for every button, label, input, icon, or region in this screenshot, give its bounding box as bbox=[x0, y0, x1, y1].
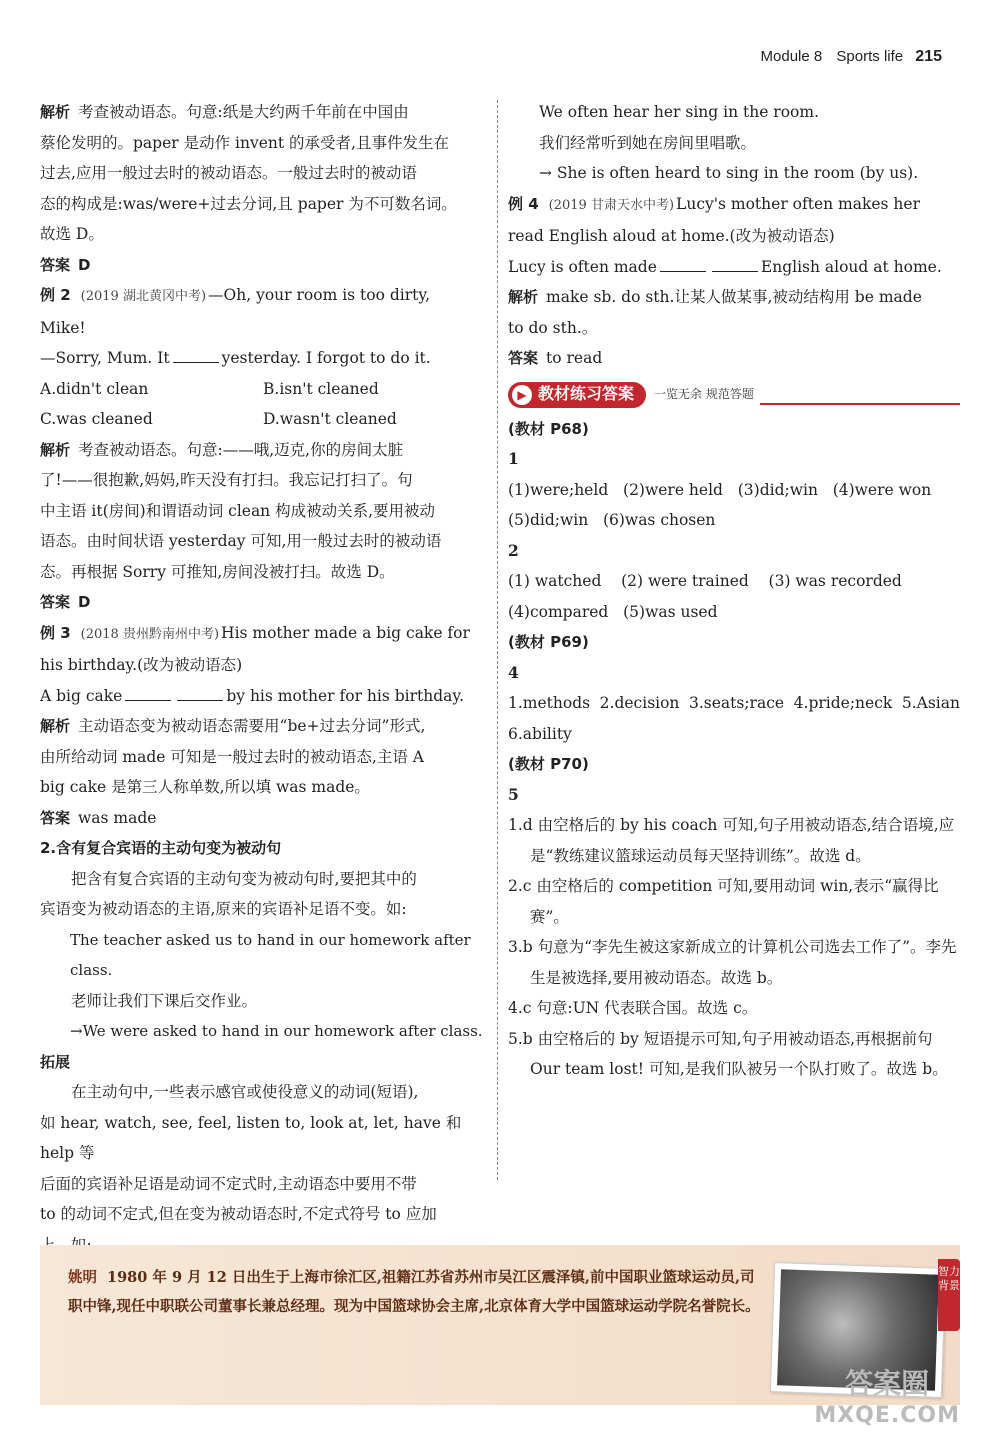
textbook-page-70: (教材 P70) bbox=[508, 755, 589, 773]
textbook-answers-banner bbox=[508, 380, 960, 410]
analysis-1: 解析 考查被动语态。句意:纸是大约两千年前在中国由 蔡伦发明的。paper 是动作 invent 的承受者,且事件发生在 过去,应用一般过去时的被动语态。一般过去时的被动语 态的构成是:was/were+过去分词,且 paper 为不可数名词。 故选 D。 bbox=[40, 103, 457, 243]
blank bbox=[125, 686, 171, 701]
banner-title: 教材练习答案 bbox=[538, 384, 635, 404]
banner-note: 一览无余 规范答题 bbox=[654, 387, 754, 402]
section-2-title: 2.含有复合宾语的主动句变为被动句 bbox=[40, 839, 282, 857]
answer-item: 1.d 由空格后的 by his coach 可知,句子用被动语态,结合语境,应是“教练建议篮球运动员每天坚持训练”。故选 d。 bbox=[508, 816, 955, 865]
answer-item: 4.c 句意:UN 代表联合国。故选 c。 bbox=[508, 999, 758, 1017]
extension: 拓展 在主动句中,一些表示感官或使役意义的动词(短语), 如 hear, watch, see, feel, listen to, look at, let, have 和 help 等 后面的宾语补足语是动词不定式时,主动语态中要用不带 to 的动词不定式,但在变为被动语态时,不定式符号 to 应加 bbox=[40, 1047, 486, 1261]
topic-label: Sports life bbox=[836, 48, 904, 65]
answer-2: 答案 D bbox=[40, 593, 91, 611]
answers-row: 1.methods 2.decision 3.seats;race 4.pride;neck 5.Asian bbox=[508, 694, 960, 712]
blank bbox=[173, 348, 219, 363]
bio-name: 姚明 bbox=[68, 1269, 97, 1286]
example-3: 例 3 (2018 贵州黔南州中考) His mother made a big cake for his birthday.(改为被动语态) A big cake by his mother for his birthday. bbox=[40, 623, 470, 705]
megaphone-icon: ▶ bbox=[512, 385, 532, 405]
column-divider bbox=[497, 100, 498, 1180]
blank bbox=[712, 257, 758, 272]
example-sentence: The teacher asked us to hand in our homework after class. bbox=[70, 930, 471, 979]
blank bbox=[660, 257, 706, 272]
answer-4: 答案 to read bbox=[508, 349, 603, 367]
right-column: We often hear her sing in the room. 我们经常听到她在房间里唱歌。 → She is often heard to sing in the room (by us). 例 4 (2019 甘肃天水中考) Lucy's mother often makes her read English aloud at home.(改为被动语态) Lucy is often made English aloud at home. 解析 make sb. do sth.让某人做某事,被动结构用 be made to do sth.。 答案 to read ▶ 教材练习答案 一览无余 规范答题 (教材 P68) 1 (1)were;held (2)were held (3)did;win (4)were won (5)did;win (6)was chosen 2 (1) watched (2) were trained (3) was recorded (4)compared (5)was used (教材 P69) 4 1.methods 2.decision 3.seats;race 4.pride;neck 5.Asian 6.ability (教材 P70) 5 1.d 由空格后的 by his coach 可知,句子用被动语态,结合语境,应是“教练建议篮球运动员每天坚持训练”。故选 d。 2.c 由空格后的 competition 可知,要用动词 win,表示“赢得比赛”。 3.b 句意为“李先生被这家新成立的计算机公司选去工作了”。李先生是被选择,要用被动语态。故选 b。 4.c 句意:UN 代表联合国。故选 c。 5.b 由空格后的 by 短语提示可知,句子用被动语态,再根据前句 Our team lost! 可知,是我们队被另一个队打败了。故选 b。 bbox=[508, 97, 960, 1085]
options-row: A.didn't clean B.isn't cleaned bbox=[40, 379, 379, 398]
example-2: 例 2 (2019 湖北黄冈中考) —Oh, your room is too dirty, Mike! —Sorry, Mum. It yesterday. I forgot to do it. A.didn't clean B.isn't cleaned C.was cleaned D.wasn't cleaned bbox=[40, 280, 486, 435]
page-header bbox=[761, 48, 942, 66]
answer-item: 3.b 句意为“李先生被这家新成立的计算机公司选去工作了”。李先生是被选择,要用被动语态。故选 b。 bbox=[508, 938, 957, 987]
analysis-2: 解析 考查被动语态。句意:——哦,迈克,你的房间太脏 了!——很抱歉,妈妈,昨天没有打扫。我忘记打扫了。句 中主语 it(房间)和谓语动词 clean 构成被动关系,要用被动 语态。由时间状语 yesterday 可知,用一般过去时的被动语 态。再根据 Sorry 可推知,房间没被打扫。故选 D。 bbox=[40, 440, 442, 581]
watermark: 答案圈 MXQE.COM bbox=[814, 1367, 960, 1428]
answer-3: 答案 was made bbox=[40, 808, 157, 827]
textbook-page-69: (教材 P69) bbox=[508, 633, 589, 651]
extension-title: 拓展 bbox=[40, 1052, 71, 1071]
options-row: C.was cleaned D.wasn't cleaned bbox=[40, 410, 397, 428]
analysis-4: 解析 make sb. do sth.让某人做某事,被动结构用 be made to do sth.。 bbox=[508, 288, 922, 337]
example-4: 例 4 (2019 甘肃天水中考) Lucy's mother often makes her read English aloud at home.(改为被动语态) Lucy is often made English aloud at home. bbox=[508, 194, 942, 276]
side-tab: 智力背景 bbox=[938, 1259, 960, 1331]
answer-item: 2.c 由空格后的 competition 可知,要用动词 win,表示“赢得比赛”。 bbox=[508, 877, 939, 926]
left-column bbox=[40, 97, 486, 1260]
bio-text: 1980 年 9 月 12 日出生于上海市徐汇区,祖籍江苏省苏州市吴江区震泽镇,前中国职业篮球运动员,司职中锋,现任中职联公司董事长兼总经理。现为中国篮球协会主席,北京体育大学中国篮球运动学院名誉院长。 bbox=[68, 1269, 760, 1315]
answer-1: 答案 D bbox=[40, 255, 91, 274]
textbook-page-68: (教材 P68) bbox=[508, 419, 589, 438]
module-label: Module 8 bbox=[760, 48, 823, 65]
blank bbox=[177, 686, 223, 701]
answer-item: 5.b 由空格后的 by 短语提示可知,句子用被动语态,再根据前句 Our team lost! 可知,是我们队被另一个队打败了。故选 b。 bbox=[508, 1029, 948, 1078]
page-number: 215 bbox=[915, 48, 942, 65]
section-2: 2.含有复合宾语的主动句变为被动句 把含有复合宾语的主动句变为被动句时,要把其中的 宾语变为被动语态的主语,原来的宾语补足语不变。如: The teacher asked us to hand in our homework after class. 老师让我们下课后交作业。 →We were asked to hand in our homework after class. bbox=[40, 833, 486, 1047]
analysis-3: 解析 主动语态变为被动语态需要用“be+过去分词”形式, 由所给动词 made 可知是一般过去时的被动语态,主语 A big cake 是第三人称单数,所以填 was made。 bbox=[40, 717, 426, 796]
